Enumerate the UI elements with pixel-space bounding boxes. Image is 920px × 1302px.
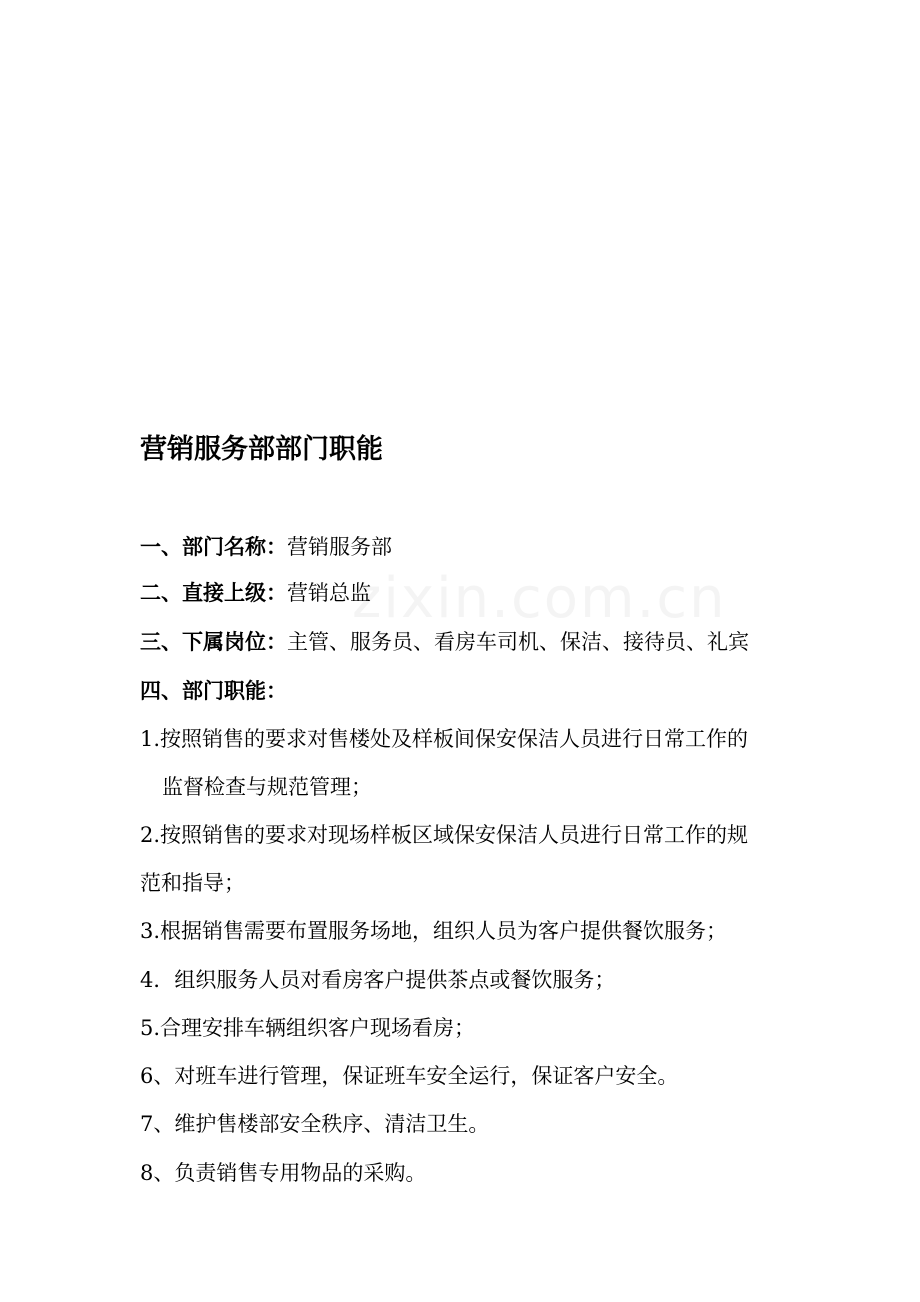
function-item-5: 5.合理安排车辆组织客户现场看房；	[140, 1016, 476, 1040]
function-item-1-line-1: 1.按照销售的要求对售楼处及样板间保安保洁人员进行日常工作的	[140, 727, 749, 751]
page-title: 营销服务部部门职能	[140, 434, 383, 465]
function-item-6: 6、对班车进行管理，保证班车安全运行，保证客户安全。	[140, 1064, 679, 1088]
direct-superior-label: 二、直接上级：	[140, 581, 287, 605]
function-item-1-line-2: 监督检查与规范管理；	[162, 775, 372, 799]
watermark: zixin.com.cn	[352, 566, 727, 631]
subordinate-positions-value: 主管、服务员、看房车司机、保洁、接待员、礼宾	[287, 630, 749, 654]
direct-superior-row	[140, 578, 371, 608]
subordinate-positions-label: 三、下属岗位：	[140, 630, 287, 654]
function-item-8: 8、负责销售专用物品的采购。	[140, 1161, 427, 1185]
department-name-label: 一、部门名称：	[140, 535, 287, 559]
direct-superior-value: 营销总监	[287, 581, 371, 605]
department-functions-heading	[140, 676, 287, 706]
function-item-7: 7、维护售楼部安全秩序、清洁卫生。	[140, 1112, 490, 1136]
department-name-row	[140, 532, 392, 562]
subordinate-positions-row	[140, 627, 749, 657]
function-item-2-line-1: 2.按照销售的要求对现场样板区域保安保洁人员进行日常工作的规	[140, 823, 749, 847]
department-functions-label: 四、部门职能：	[140, 679, 287, 703]
department-name-value: 营销服务部	[287, 535, 392, 559]
function-item-4: 4．组织服务人员对看房客户提供茶点或餐饮服务；	[140, 968, 616, 992]
function-item-2-line-2: 范和指导；	[140, 871, 245, 895]
function-item-3: 3.根据销售需要布置服务场地，组织人员为客户提供餐饮服务；	[140, 919, 728, 943]
